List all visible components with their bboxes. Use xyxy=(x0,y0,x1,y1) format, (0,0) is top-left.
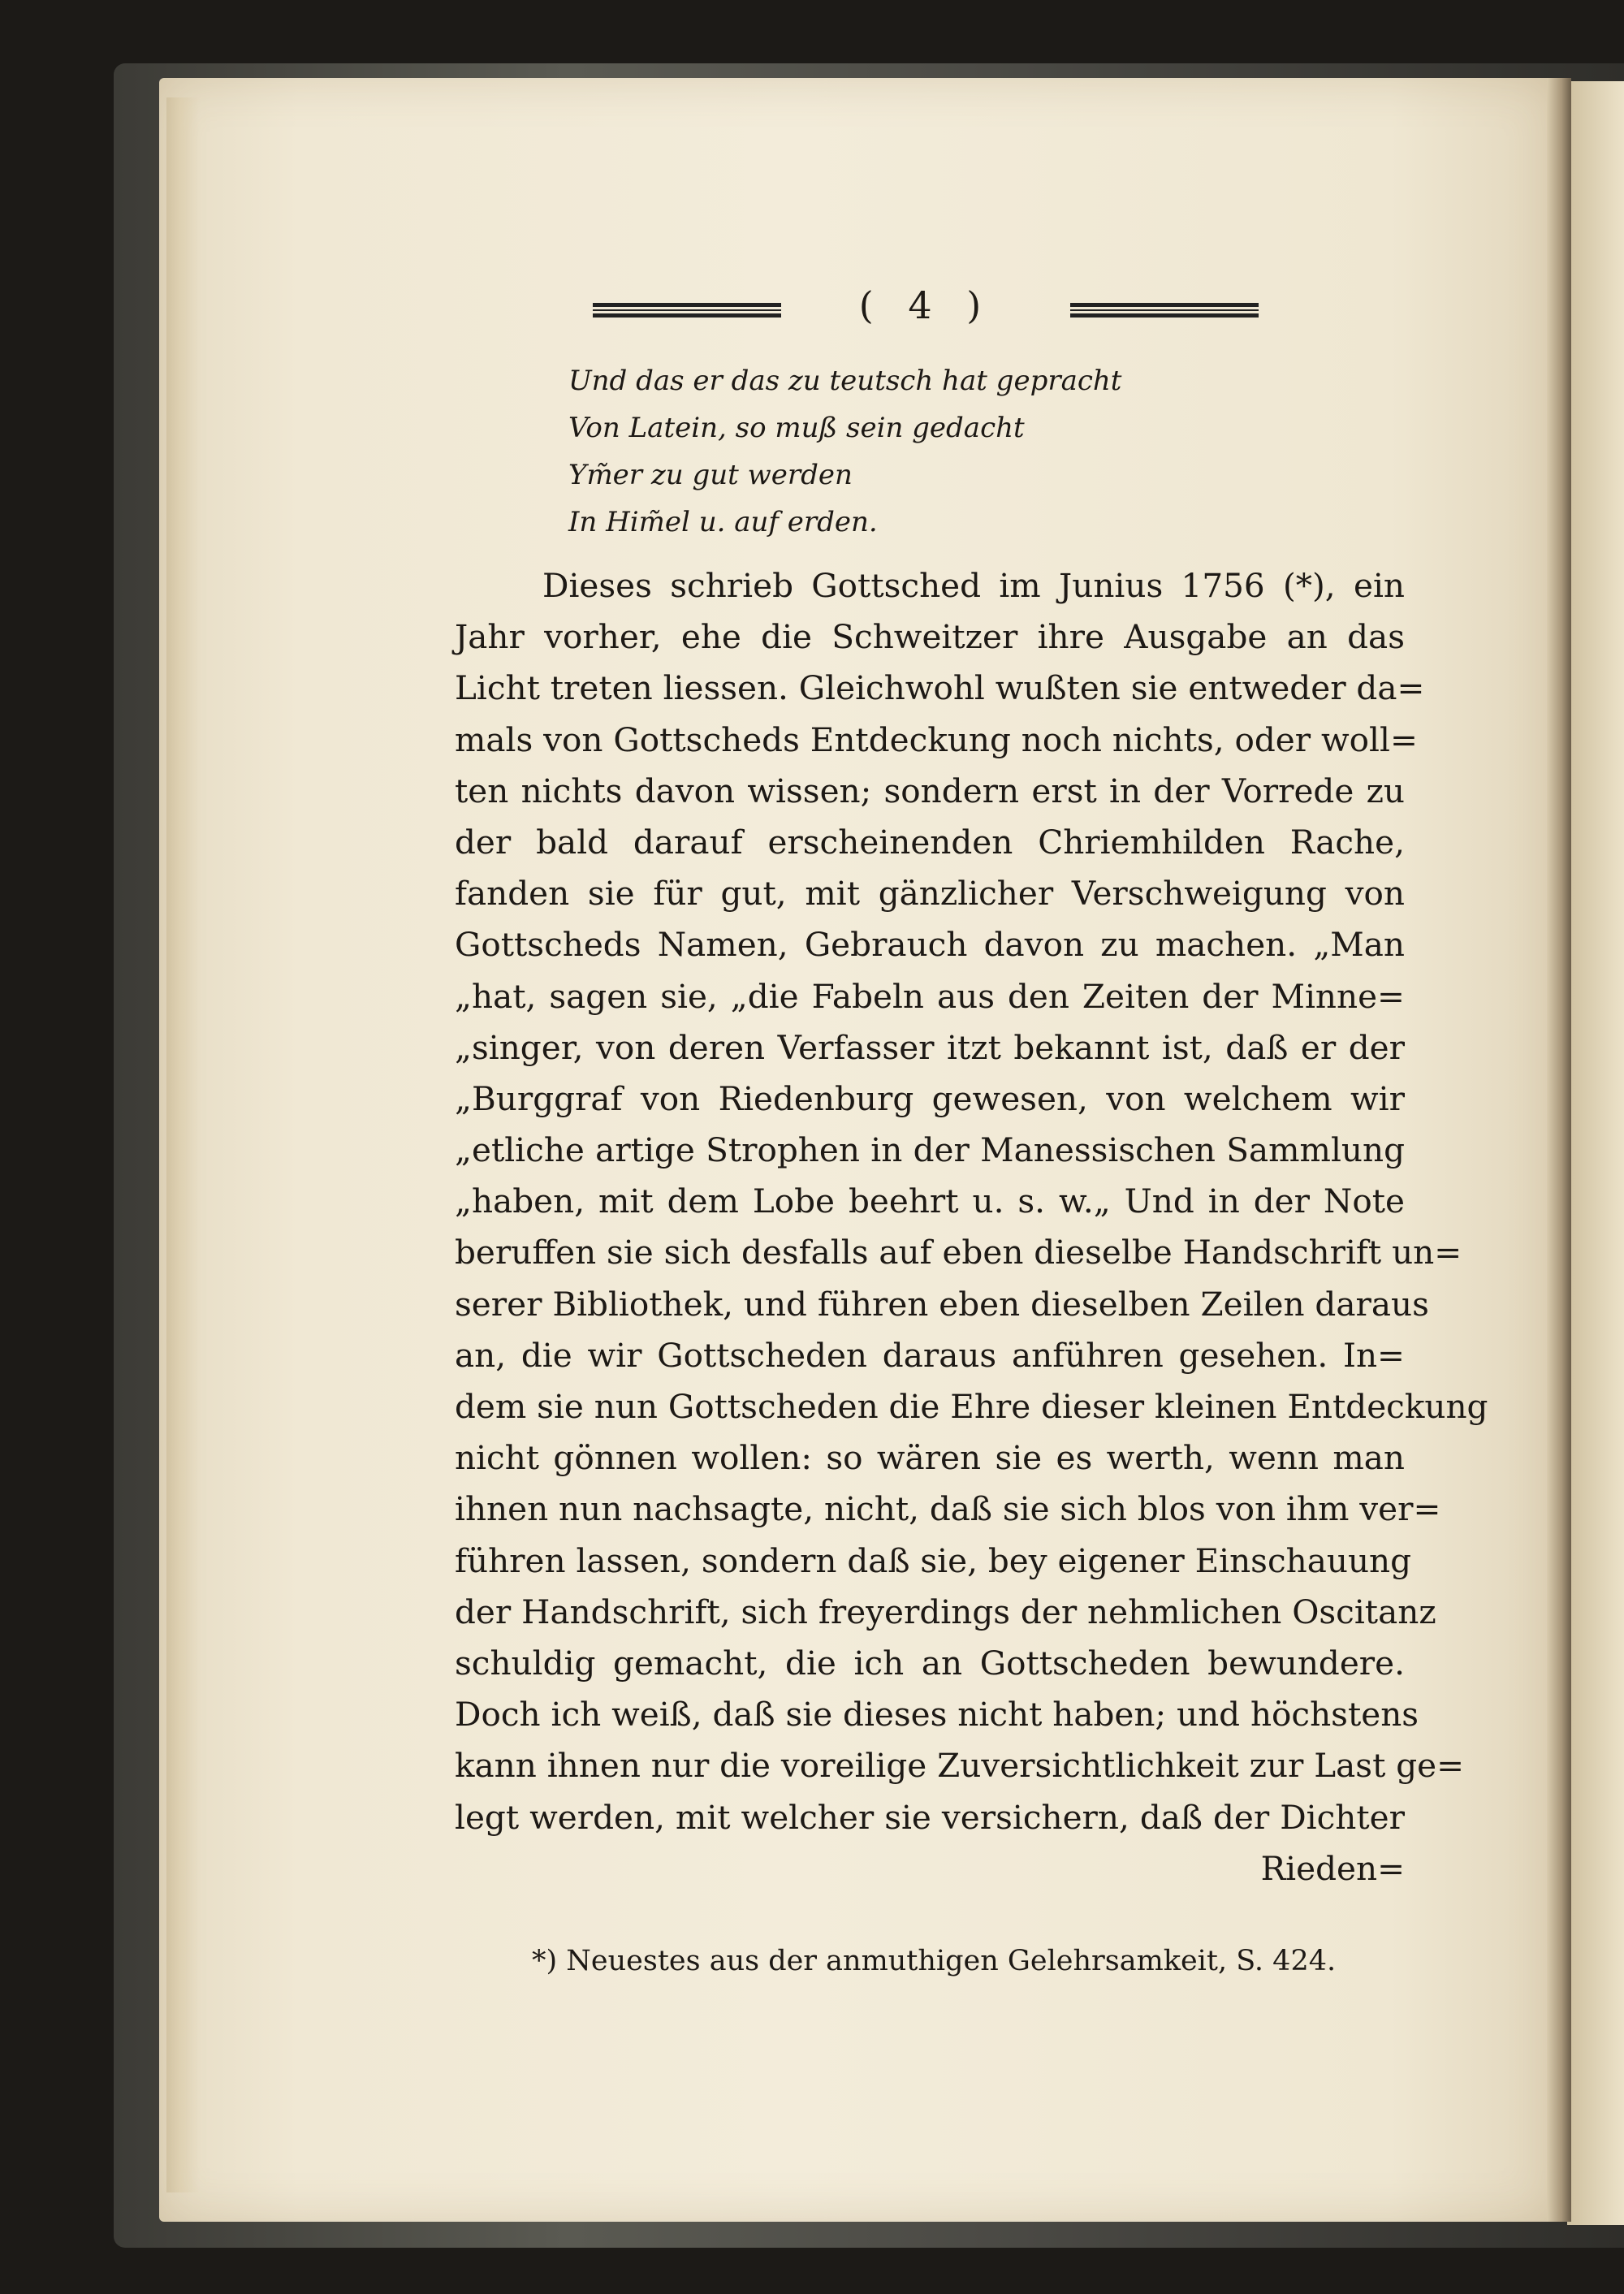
body-line: „hat, sagen sie, „die Fabeln aus den Zeiten der Minne= xyxy=(455,976,1405,1016)
body-line: schuldig gemacht, die ich an Gottscheden bewundere. xyxy=(455,1643,1405,1683)
body-line: „haben, mit dem Lobe beehrt u. s. w.„ Und in der Note xyxy=(455,1182,1405,1221)
body-line: serer Bibliothek, und führen eben dieselben Zeilen daraus xyxy=(455,1284,1429,1324)
page-edge-shading xyxy=(166,97,199,2192)
header-rule-right xyxy=(1070,303,1259,318)
verse-quotation xyxy=(568,357,1299,546)
body-line: Gottscheds Namen, Gebrauch davon zu machen. „Man xyxy=(455,925,1405,965)
body-line: Dieses schrieb Gottsched im Junius 1756 (*), ein xyxy=(542,566,1405,605)
body-line: beruffen sie sich desfalls auf eben dieselbe Handschrift un= xyxy=(455,1233,1462,1272)
body-line: ihnen nun nachsagte, nicht, daß sie sich blos von ihm ver= xyxy=(455,1489,1441,1529)
body-line: „Burggraf von Riedenburg gewesen, von welchem wir xyxy=(455,1078,1405,1118)
body-line: Licht treten liessen. Gleichwohl wußten sie entweder da= xyxy=(455,668,1425,708)
body-line: mals von Gottscheds Entdeckung noch nichts, oder woll= xyxy=(455,719,1418,759)
footnote: *) Neuestes aus der anmuthigen Gelehrsamkeit, S. 424. xyxy=(532,1945,1337,1977)
body-line: Doch ich weiß, daß sie dieses nicht haben; und höchstens xyxy=(455,1695,1419,1735)
verse-line: Und das er das zu teutsch hat gepracht xyxy=(568,365,1122,397)
body-line: an, die wir Gottscheden daraus anführen gesehen. In= xyxy=(455,1335,1405,1375)
verse-line: In Him̃el u. auf erden. xyxy=(568,506,878,538)
body-line: fanden sie für gut, mit gänzlicher Verschweigung von xyxy=(455,874,1405,914)
body-line: ten nichts davon wissen; sondern erst in der Vorrede zu xyxy=(455,771,1405,810)
body-line: Jahr vorher, ehe die Schweitzer ihre Ausgabe an das xyxy=(455,617,1405,657)
body-line: „singer, von deren Verfasser itzt bekannt ist, daß er der xyxy=(455,1027,1405,1067)
body-line: der bald darauf erscheinenden Chriemhilden Rache, xyxy=(455,822,1405,862)
page-header xyxy=(593,283,1259,329)
catchword: Rieden= xyxy=(1260,1848,1405,1888)
body-line: dem sie nun Gottscheden die Ehre dieser kleinen Entdeckung xyxy=(455,1387,1488,1426)
page-number: ( 4 ) xyxy=(858,283,993,327)
body-line: führen lassen, sondern daß sie, bey eigener Einschauung xyxy=(455,1540,1412,1580)
verse-line: Von Latein, so muß sein gedacht xyxy=(568,412,1025,444)
body-line: nicht gönnen wollen: so wären sie es werth, wenn man xyxy=(455,1438,1405,1478)
body-line: „etliche artige Strophen in der Manessischen Sammlung xyxy=(455,1130,1405,1170)
body-line: legt werden, mit welcher sie versichern, daß der Dichter xyxy=(455,1797,1405,1837)
book-gutter xyxy=(1547,78,1571,2222)
body-line: kann ihnen nur die voreilige Zuversichtlichkeit zur Last ge= xyxy=(455,1746,1465,1786)
body-paragraph xyxy=(455,560,1488,1894)
body-line: der Handschrift, sich freyerdings der nehmlichen Oscitanz xyxy=(455,1592,1436,1631)
facing-page-edge xyxy=(1567,81,1624,2225)
verse-line: Ym̃er zu gut werden xyxy=(568,459,853,491)
header-rule-left xyxy=(593,303,781,318)
